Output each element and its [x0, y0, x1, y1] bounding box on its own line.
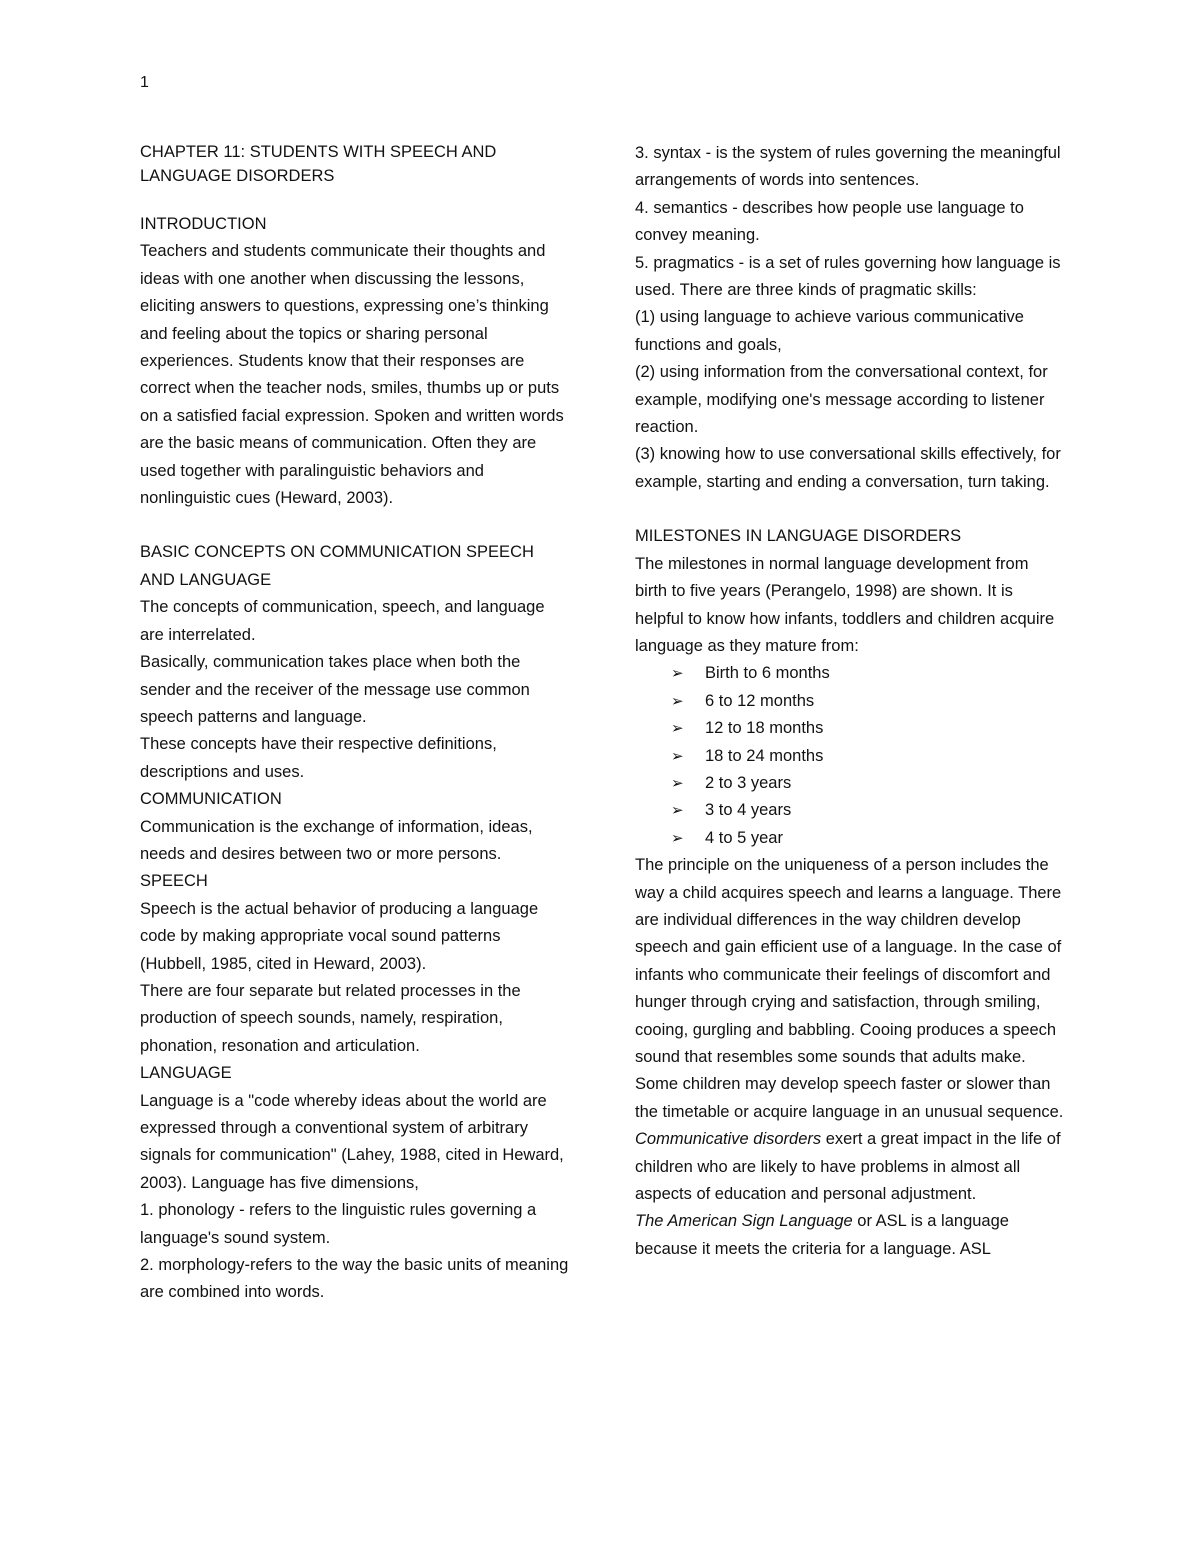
dimension-morphology: 2. morphology-refers to the way the basic units of meaning are combined into words.	[140, 1256, 569, 1302]
spacer	[635, 496, 1065, 523]
arrowhead-bullet-icon: ➢	[671, 692, 684, 710]
arrowhead-bullet-icon: ➢	[671, 720, 684, 738]
left-column	[140, 140, 570, 1307]
arrowhead-bullet-icon: ➢	[671, 802, 684, 820]
asl-text: or ASL is a language because it meets the criteria for a language. ASL	[635, 1212, 1009, 1258]
chapter-title: CHAPTER 11: STUDENTS WITH SPEECH AND LANGUAGE DISORDERS	[140, 143, 497, 185]
arrowhead-bullet-icon: ➢	[671, 774, 684, 792]
pragmatic-skill-2: (2) using information from the conversational context, for example, modifying one's message according to listener reaction.	[635, 363, 1048, 437]
milestone-label: 4 to 5 year	[705, 828, 783, 847]
pragmatic-skill-1: (1) using language to achieve various communicative functions and goals,	[635, 308, 1024, 354]
spacer	[140, 512, 570, 539]
language-definition: Language is a "code whereby ideas about the world are expressed through a conventional system of arbitrary signals for communication" (Lahey, 1988, cited in Heward, 2003). Language has five dimensions,	[140, 1091, 564, 1192]
asl-term: The American Sign Language	[635, 1212, 853, 1231]
arrowhead-bullet-icon: ➢	[671, 665, 684, 683]
communication-definition: Communication is the exchange of information, ideas, needs and desires between two or more persons.	[140, 817, 533, 863]
list-item	[671, 743, 1065, 770]
milestone-label: 3 to 4 years	[705, 801, 792, 820]
milestones-intro: The milestones in normal language development from birth to five years (Perangelo, 1998) are shown. It is helpful to know how infants, toddlers and children acquire language as they mature from:	[635, 554, 1055, 655]
basic-concepts-heading: BASIC CONCEPTS ON COMMUNICATION SPEECH AND LANGUAGE	[140, 543, 534, 589]
milestones-heading: MILESTONES IN LANGUAGE DISORDERS	[635, 527, 962, 546]
basic-concepts-paragraph-3: These concepts have their respective definitions, descriptions and uses.	[140, 735, 497, 781]
page-number: 1	[140, 74, 149, 91]
pragmatic-skill-3: (3) knowing how to use conversational skills effectively, for example, starting and ending a conversation, turn taking.	[635, 445, 1061, 491]
list-item	[671, 660, 1065, 687]
dimension-semantics: 4. semantics - describes how people use language to convey meaning.	[635, 198, 1024, 245]
milestone-label: 12 to 18 months	[705, 719, 824, 738]
milestones-list	[635, 660, 1065, 852]
list-item	[671, 825, 1065, 852]
milestone-label: 2 to 3 years	[705, 773, 792, 792]
speech-processes: There are four separate but related processes in the production of speech sounds, namely, respiration, phonation, resonation and articulation.	[140, 981, 521, 1055]
arrowhead-bullet-icon: ➢	[671, 747, 684, 765]
communication-heading: COMMUNICATION	[140, 790, 282, 809]
milestone-label: Birth to 6 months	[705, 664, 830, 683]
dimension-syntax: 3. syntax - is the system of rules governing the meaningful arrangements of words into sentences.	[635, 144, 1061, 190]
basic-concepts-paragraph-1: The concepts of communication, speech, and language are interrelated.	[140, 598, 545, 644]
list-item	[671, 770, 1065, 797]
speech-heading: SPEECH	[140, 872, 208, 891]
dimension-pragmatics: 5. pragmatics - is a set of rules governing how language is used. There are three kinds of pragmatic skills:	[635, 253, 1061, 300]
intro-heading: INTRODUCTION	[140, 215, 267, 233]
right-column	[635, 140, 1065, 1263]
milestone-label: 18 to 24 months	[705, 746, 824, 765]
language-heading: LANGUAGE	[140, 1064, 232, 1083]
dimension-phonology: 1. phonology - refers to the linguistic rules governing a language's sound system.	[140, 1201, 537, 1247]
milestone-label: 6 to 12 months	[705, 691, 815, 710]
arrowhead-bullet-icon: ➢	[671, 829, 684, 847]
communicative-disorders-paragraph	[635, 1126, 1065, 1208]
communicative-disorders-term: Communicative disorders	[635, 1130, 822, 1149]
uniqueness-principle-paragraph: The principle on the uniqueness of a person includes the way a child acquires speech and learns a language. There are individual differences in the way children develop speech and gain efficient use of a language. In the case of infants who communicate their feelings of discomfort and hunger through crying and satisfaction, through smiling, cooing, gurgling and babbling. Cooing produces a speech sound that resembles some sounds that adults make. Some children may develop speech faster or slower than the timetable or acquire language in an unusual sequence.	[635, 856, 1064, 1121]
list-item	[671, 797, 1065, 824]
speech-definition: Speech is the actual behavior of producing a language code by making appropriate vocal sound patterns (Hubbell, 1985, cited in Heward, 2003).	[140, 899, 539, 973]
communicative-disorders-text: exert a great impact in the life of children who are likely to have problems in almost all aspects of education and personal adjustment.	[635, 1130, 1061, 1204]
list-item	[671, 715, 1065, 742]
list-item	[671, 688, 1065, 715]
asl-paragraph	[635, 1208, 1065, 1263]
basic-concepts-paragraph-2: Basically, communication takes place when both the sender and the receiver of the message use common speech patterns and language.	[140, 653, 530, 726]
intro-paragraph: Teachers and students communicate their thoughts and ideas with one another when discussing the lessons, eliciting answers to questions, expressing one’s thinking and feeling about the topics or sharing personal experiences. Students know that their responses are correct when the teacher nods, smiles, thumbs up or puts on a satisfied facial expression. Spoken and written words are the basic means of communication. Often they are used together with paralinguistic behaviors and nonlinguistic cues (Heward, 2003).	[140, 242, 564, 508]
